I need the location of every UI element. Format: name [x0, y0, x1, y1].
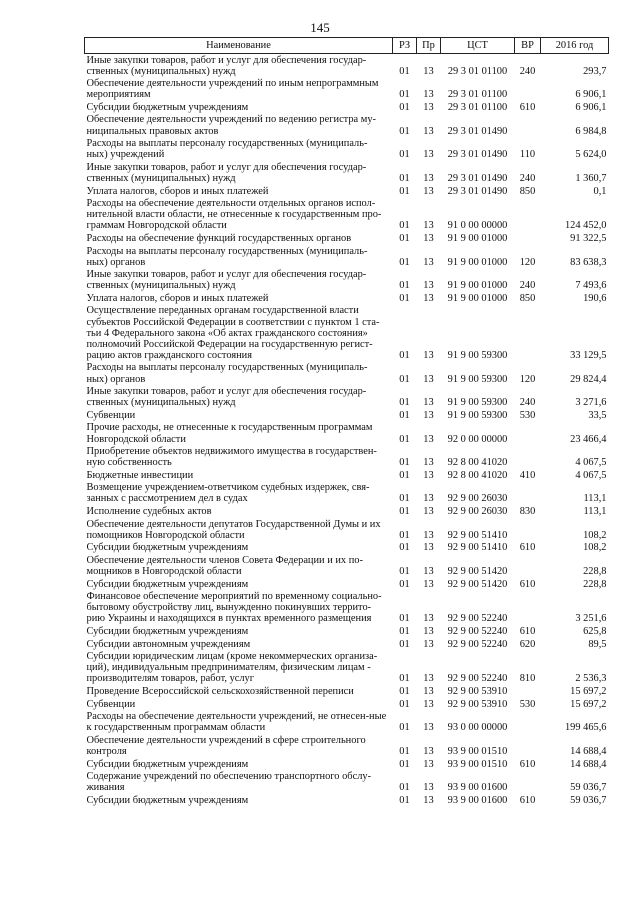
row-amount: 14 688,4 — [570, 758, 607, 770]
row-vr: 850 — [519, 185, 536, 197]
row-pr: 13 — [423, 280, 434, 292]
row-cst: 93 9 00 01510 — [447, 745, 508, 757]
table-row — [85, 232, 609, 245]
row-cst: 29 3 01 01100 — [447, 89, 508, 101]
row-vr: 610 — [519, 101, 536, 113]
table-row — [85, 698, 609, 711]
table-row — [85, 305, 609, 362]
row-rz: 01 — [399, 698, 410, 710]
row-rz: 01 — [399, 409, 410, 421]
row-rz: 01 — [399, 493, 410, 505]
row-pr: 13 — [423, 185, 434, 197]
row-rz: 01 — [399, 673, 410, 685]
table-row — [85, 626, 609, 639]
row-rz: 01 — [399, 578, 410, 590]
row-pr: 13 — [423, 529, 434, 541]
row-name: Субвенции — [86, 698, 136, 710]
table-row — [85, 469, 609, 482]
row-vr: 110 — [519, 149, 536, 161]
row-cst: 91 9 00 59300 — [447, 397, 508, 409]
header-rz: РЗ — [393, 38, 417, 54]
row-amount: 33,5 — [588, 409, 607, 421]
row-cst: 92 8 00 41020 — [447, 457, 508, 469]
row-vr — [515, 305, 541, 362]
row-pr: 13 — [423, 542, 434, 554]
table-row — [85, 506, 609, 519]
table-row — [85, 138, 609, 162]
row-cst: 92 8 00 41020 — [447, 469, 508, 481]
table-row — [85, 734, 609, 758]
row-cst: 92 0 00 00000 — [447, 433, 508, 445]
row-pr: 13 — [423, 172, 434, 184]
row-cst: 92 9 00 26030 — [447, 506, 508, 518]
row-amount: 15 697,2 — [570, 685, 607, 697]
row-pr: 13 — [423, 433, 434, 445]
row-rz: 01 — [399, 566, 410, 578]
row-amount: 23 466,4 — [570, 433, 607, 445]
row-cst: 29 3 01 01490 — [447, 149, 508, 161]
row-amount: 15 697,2 — [570, 698, 607, 710]
row-rz: 01 — [399, 457, 410, 469]
row-rz: 01 — [399, 758, 410, 770]
table-row — [85, 185, 609, 198]
row-cst: 93 9 00 01600 — [447, 794, 508, 806]
row-name: Исполнение судебных актов — [86, 506, 212, 518]
row-rz: 01 — [399, 256, 410, 268]
row-amount: 6 906,1 — [575, 89, 607, 101]
row-amount: 29 824,4 — [570, 373, 607, 385]
row-rz: 01 — [399, 794, 410, 806]
row-rz: 01 — [399, 626, 410, 637]
row-vr — [515, 422, 541, 446]
row-rz: 01 — [399, 685, 410, 697]
row-name: Осуществление переданных органам государственной власти субъектов Российской Федерации в соответствии с пунктом 1 ста-тьи 4 Федерального закона «Об актах гражданского состояния» полномочий Российской Федерации на государственную регист-рацию актов гражданского состояния — [86, 305, 380, 361]
row-vr — [515, 232, 541, 245]
table-row — [85, 518, 609, 542]
table-row — [85, 542, 609, 555]
row-pr: 13 — [423, 566, 434, 578]
row-name: Обеспечение деятельности учреждений по иным непрограммным мероприятиям — [86, 78, 379, 101]
row-pr: 13 — [423, 65, 434, 77]
table-header-row — [85, 38, 609, 54]
header-vr: ВР — [515, 38, 541, 54]
row-name: Расходы на выплаты персоналу государственных (муниципаль-ных) учреждений — [86, 138, 368, 161]
row-rz: 01 — [399, 506, 410, 518]
row-pr: 13 — [423, 373, 434, 385]
row-name: Уплата налогов, сборов и иных платежей — [86, 185, 269, 197]
row-amount: 6 984,8 — [575, 125, 607, 137]
row-amount: 113,1 — [583, 506, 607, 518]
row-cst: 93 0 00 00000 — [447, 722, 508, 734]
row-cst: 91 9 00 59300 — [447, 373, 508, 385]
row-amount: 293,7 — [583, 65, 607, 77]
row-vr: 240 — [519, 65, 536, 77]
table-row — [85, 482, 609, 506]
row-vr: 240 — [519, 280, 536, 292]
row-cst: 92 9 00 51410 — [447, 529, 508, 541]
row-name: Обеспечение деятельности учреждений по ведению регистра му-ниципальных правовых актов — [86, 114, 376, 137]
table-row — [85, 651, 609, 686]
row-cst: 92 9 00 52240 — [447, 638, 508, 650]
row-pr: 13 — [423, 232, 434, 244]
row-pr: 13 — [423, 349, 434, 361]
row-vr — [515, 198, 541, 233]
row-pr: 13 — [423, 292, 434, 304]
row-vr: 610 — [519, 542, 536, 554]
row-name: Субсидии бюджетным учреждениям — [86, 542, 249, 554]
row-vr: 610 — [519, 578, 536, 590]
row-rz: 01 — [399, 397, 410, 409]
row-pr: 13 — [423, 745, 434, 757]
row-pr: 13 — [423, 409, 434, 421]
row-rz: 01 — [399, 469, 410, 481]
row-vr — [515, 711, 541, 735]
row-cst: 92 9 00 52240 — [447, 673, 508, 685]
row-amount: 108,2 — [583, 529, 607, 541]
row-rz: 01 — [399, 89, 410, 101]
row-name: Уплата налогов, сборов и иных платежей — [86, 292, 269, 304]
row-amount: 83 638,3 — [570, 256, 607, 268]
row-cst: 29 3 01 01100 — [447, 101, 508, 113]
row-vr: 610 — [519, 758, 536, 770]
row-amount: 33 129,5 — [570, 349, 607, 361]
table-row — [85, 711, 609, 735]
table-row — [85, 54, 609, 78]
row-vr — [515, 771, 541, 795]
row-rz: 01 — [399, 185, 410, 197]
row-name: Обеспечение деятельности учреждений в сфере строительного контроля — [86, 734, 366, 757]
row-amount: 3 251,6 — [575, 613, 607, 625]
row-amount: 14 688,4 — [570, 745, 607, 757]
table-row — [85, 362, 609, 386]
row-cst: 92 9 00 51420 — [447, 566, 508, 578]
row-pr: 13 — [423, 397, 434, 409]
row-vr — [515, 482, 541, 506]
row-name: Проведение Всероссийской сельскохозяйственной переписи — [86, 685, 354, 697]
row-cst: 29 3 01 01490 — [447, 125, 508, 137]
header-cst: ЦСТ — [441, 38, 515, 54]
row-amount: 4 067,5 — [575, 469, 607, 481]
row-name: Иные закупки товаров, работ и услуг для обеспечения государ-ственных (муниципальных) нужд — [86, 386, 367, 409]
row-rz: 01 — [399, 65, 410, 77]
row-amount: 3 271,6 — [575, 397, 607, 409]
row-cst: 29 3 01 01490 — [447, 172, 508, 184]
row-name: Приобретение объектов недвижимого имущества в государствен-ную собственность — [86, 446, 377, 469]
row-pr: 13 — [423, 506, 434, 518]
row-name: Обеспечение деятельности депутатов Государственной Думы и их помощников Новгородской области — [86, 518, 381, 541]
row-pr: 13 — [423, 89, 434, 101]
row-rz: 01 — [399, 782, 410, 794]
row-vr: 410 — [519, 469, 536, 481]
row-pr: 13 — [423, 698, 434, 710]
row-pr: 13 — [423, 794, 434, 806]
page-number: 145 — [310, 20, 330, 35]
row-amount: 190,6 — [583, 292, 607, 304]
row-name: Финансовое обеспечение мероприятий по временному социально-бытовому обустройству лиц, вынужденно покинувших террито-рию Украины и находящихся в пунктах временного размещения — [86, 591, 382, 625]
row-vr — [515, 114, 541, 138]
row-cst: 92 9 00 53910 — [447, 698, 508, 710]
table-row — [85, 161, 609, 185]
row-name: Бюджетные инвестиции — [86, 469, 194, 481]
row-amount: 59 036,7 — [570, 782, 607, 794]
row-vr: 120 — [519, 256, 536, 268]
row-name: Расходы на выплаты персоналу государственных (муниципаль-ных) органов — [86, 362, 368, 385]
budget-table — [84, 37, 609, 807]
row-name: Субсидии бюджетным учреждениям — [86, 794, 249, 806]
row-vr: 530 — [519, 698, 536, 710]
row-vr: 610 — [519, 794, 536, 806]
row-cst: 91 9 00 59300 — [447, 349, 508, 361]
row-amount: 108,2 — [583, 542, 607, 554]
row-vr: 610 — [519, 626, 536, 637]
row-pr: 13 — [423, 782, 434, 794]
row-cst: 91 9 00 59300 — [447, 409, 508, 421]
table-row — [85, 758, 609, 771]
row-rz: 01 — [399, 529, 410, 541]
table-row — [85, 578, 609, 591]
row-name: Расходы на выплаты персоналу государственных (муниципаль-ных) органов — [86, 245, 368, 268]
row-rz: 01 — [399, 220, 410, 232]
row-name: Иные закупки товаров, работ и услуг для обеспечения государ-ственных (муниципальных) нужд — [86, 161, 367, 184]
row-amount: 89,5 — [588, 638, 607, 650]
table-row — [85, 422, 609, 446]
row-rz: 01 — [399, 745, 410, 757]
row-rz: 01 — [399, 349, 410, 361]
row-name: Субсидии юридическим лицам (кроме некоммерческих организа-ций), индивидуальным предпринимателям, физическим лицам - производителям товаров, работ, услуг — [86, 651, 378, 685]
row-cst: 91 9 00 01000 — [447, 292, 508, 304]
row-name: Субсидии бюджетным учреждениям — [86, 101, 249, 113]
row-pr: 13 — [423, 457, 434, 469]
header-year: 2016 год — [541, 38, 609, 54]
row-amount: 7 493,6 — [575, 280, 607, 292]
row-pr: 13 — [423, 220, 434, 232]
table-row — [85, 101, 609, 114]
row-cst: 91 9 00 01000 — [447, 280, 508, 292]
row-rz: 01 — [399, 542, 410, 554]
row-cst: 92 9 00 52240 — [447, 613, 508, 625]
row-cst: 92 9 00 51420 — [447, 578, 508, 590]
row-rz: 01 — [399, 101, 410, 113]
row-vr: 620 — [519, 638, 536, 650]
row-rz: 01 — [399, 125, 410, 137]
row-cst: 92 9 00 26030 — [447, 493, 508, 505]
row-pr: 13 — [423, 256, 434, 268]
table-row — [85, 245, 609, 269]
header-pr: Пр — [417, 38, 441, 54]
table-row — [85, 446, 609, 470]
row-rz: 01 — [399, 722, 410, 734]
row-name: Субсидии автономным учреждениям — [86, 638, 251, 650]
row-amount: 6 906,1 — [575, 101, 607, 113]
row-amount: 1 360,7 — [575, 172, 607, 184]
row-cst: 91 9 00 01000 — [447, 256, 508, 268]
row-cst: 93 9 00 01600 — [447, 782, 508, 794]
row-name: Субсидии бюджетным учреждениям — [86, 626, 249, 637]
table-row — [85, 292, 609, 305]
table-row — [85, 269, 609, 293]
row-name: Возмещение учреждением-ответчиком судебных издержек, свя-занных с рассмотрением дел в судах — [86, 482, 370, 505]
row-name: Расходы на обеспечение деятельности учреждений, не отнесен-ные к государственным программам области — [86, 711, 387, 734]
table-row — [85, 638, 609, 651]
row-pr: 13 — [423, 626, 434, 637]
row-vr: 240 — [519, 397, 536, 409]
table-row — [85, 591, 609, 626]
row-pr: 13 — [423, 613, 434, 625]
row-pr: 13 — [423, 673, 434, 685]
row-vr: 810 — [519, 673, 536, 685]
row-amount: 4 067,5 — [575, 457, 607, 469]
row-amount: 5 624,0 — [575, 149, 607, 161]
row-vr — [515, 591, 541, 626]
row-name: Иные закупки товаров, работ и услуг для обеспечения государ-ственных (муниципальных) нужд — [86, 269, 367, 292]
row-name: Субсидии бюджетным учреждениям — [86, 758, 249, 770]
row-rz: 01 — [399, 613, 410, 625]
row-amount: 199 465,6 — [564, 722, 607, 734]
row-pr: 13 — [423, 638, 434, 650]
table-row — [85, 771, 609, 795]
row-rz: 01 — [399, 638, 410, 650]
row-pr: 13 — [423, 758, 434, 770]
row-pr: 13 — [423, 722, 434, 734]
table-row — [85, 198, 609, 233]
row-vr — [515, 78, 541, 102]
row-cst: 29 3 01 01100 — [447, 65, 508, 77]
row-cst: 92 9 00 53910 — [447, 685, 508, 697]
row-amount: 228,8 — [583, 578, 607, 590]
row-pr: 13 — [423, 685, 434, 697]
row-vr — [515, 685, 541, 698]
table-row — [85, 78, 609, 102]
row-rz: 01 — [399, 232, 410, 244]
row-name: Иные закупки товаров, работ и услуг для обеспечения государ-ственных (муниципальных) нужд — [86, 54, 367, 77]
row-pr: 13 — [423, 125, 434, 137]
row-amount: 625,8 — [583, 626, 607, 637]
row-amount: 2 536,3 — [575, 673, 607, 685]
row-amount: 228,8 — [583, 566, 607, 578]
row-amount: 124 452,0 — [564, 220, 607, 232]
table-row — [85, 554, 609, 578]
table-row — [85, 794, 609, 807]
header-name: Наименование — [85, 38, 393, 54]
row-rz: 01 — [399, 292, 410, 304]
row-vr: 530 — [519, 409, 536, 421]
row-rz: 01 — [399, 373, 410, 385]
row-vr — [515, 518, 541, 542]
row-name: Прочие расходы, не отнесенные к государственным программам Новгородской области — [86, 422, 373, 445]
row-amount: 91 322,5 — [570, 232, 607, 244]
table-row — [85, 685, 609, 698]
table-row — [85, 409, 609, 422]
row-amount: 113,1 — [583, 493, 607, 505]
row-pr: 13 — [423, 101, 434, 113]
row-pr: 13 — [423, 149, 434, 161]
row-rz: 01 — [399, 433, 410, 445]
row-name: Обеспечение деятельности членов Совета Федерации и их по-мощников в Новгородской области — [86, 554, 363, 578]
row-vr — [515, 734, 541, 758]
row-pr: 13 — [423, 469, 434, 481]
row-amount: 59 036,7 — [570, 794, 607, 806]
row-cst: 92 9 00 52240 — [447, 626, 508, 637]
row-name: Субсидии бюджетным учреждениям — [86, 578, 249, 590]
row-vr: 120 — [519, 373, 536, 385]
table-row — [85, 114, 609, 138]
table-row — [85, 386, 609, 410]
row-vr: 830 — [519, 506, 536, 518]
row-pr: 13 — [423, 578, 434, 590]
row-cst: 93 9 00 01510 — [447, 758, 508, 770]
row-name: Расходы на обеспечение функций государственных органов — [86, 232, 352, 244]
row-amount: 0,1 — [593, 185, 607, 197]
row-vr: 240 — [519, 172, 536, 184]
row-cst: 91 0 00 00000 — [447, 220, 508, 232]
row-name: Содержание учреждений по обеспечению транспортного обслу-живания — [86, 771, 372, 794]
row-rz: 01 — [399, 149, 410, 161]
row-cst: 92 9 00 51410 — [447, 542, 508, 554]
row-cst: 91 9 00 01000 — [447, 232, 508, 244]
row-cst: 29 3 01 01490 — [447, 185, 508, 197]
row-vr — [515, 554, 541, 578]
row-pr: 13 — [423, 493, 434, 505]
row-vr — [515, 446, 541, 470]
row-name: Расходы на обеспечение деятельности отдельных органов испол-нительной власти области, не отнесенные к государственным про-граммам Новгородской области — [86, 198, 382, 232]
row-name: Субвенции — [86, 409, 136, 421]
row-vr: 850 — [519, 292, 536, 304]
row-rz: 01 — [399, 280, 410, 292]
row-rz: 01 — [399, 172, 410, 184]
